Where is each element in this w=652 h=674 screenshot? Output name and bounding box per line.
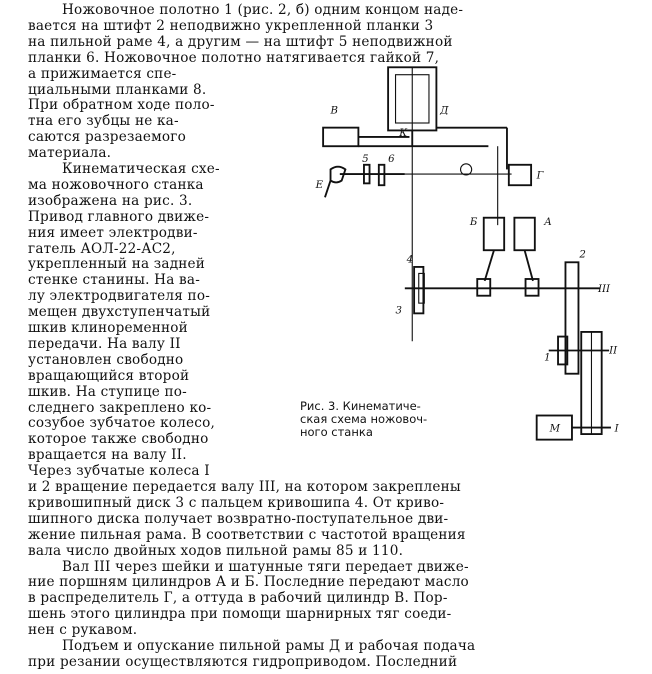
figure-caption-line: ская схема ножовоч- (300, 411, 428, 426)
label-a: А (544, 216, 552, 228)
label-d: Д (440, 105, 449, 117)
label-5: 5 (362, 153, 369, 165)
label-1: 1 (544, 352, 551, 364)
text-line: вала число двойных ходов пильной рамы 85 и 110. (28, 542, 404, 559)
text-line: стенке станины. На ва- (28, 272, 201, 289)
label-m: М (549, 422, 561, 434)
rod-a (525, 250, 533, 281)
text-line: передачи. На валу II (28, 335, 181, 352)
label-iii: III (597, 283, 611, 295)
label-3: 3 (395, 304, 403, 316)
text-line: вращается на валу II. (28, 447, 187, 464)
label-k: К (399, 127, 408, 139)
text-line: Кинематическая схе- (62, 161, 220, 177)
text-line: тна его зубцы не ка- (28, 113, 179, 130)
label-6: 6 (388, 153, 395, 165)
text-line: лу электродвигателя по- (28, 288, 210, 305)
text-line: на пильной раме 4, а другим — на штифт 5 неподвижной (28, 33, 453, 50)
text-line: нен с рукавом. (28, 622, 138, 639)
text-line: установлен свободно (28, 351, 184, 368)
text-line: циальными планками 8. (28, 81, 207, 98)
text-line: созубое зубчатое колесо, (28, 415, 215, 432)
text-line: вается на штифт 2 неподвижно укрепленной планки 3 (28, 17, 434, 34)
label-g: Г (536, 170, 544, 182)
text-line: Вал III через шейки и шатунные тяги передает движе- (62, 558, 469, 575)
handle-e (331, 166, 346, 182)
gauge (461, 163, 472, 174)
text-line: и 2 вращение передается валу III, на котором закреплены (28, 479, 461, 495)
text-line: ма ножовочного станка (28, 176, 204, 193)
label-ii: II (609, 344, 618, 356)
label-v: В (330, 105, 339, 117)
text-line: планки 6. Ножовочное полотно натягивается гайкой 7, (28, 49, 440, 66)
label-2: 2 (579, 249, 586, 261)
text-line: Подъем и опускание пильной рамы Д и рабочая подача (62, 638, 476, 654)
text-line: гатель АОЛ-22-АС2, (28, 240, 176, 257)
text-line: шкив клиноременной (28, 320, 188, 336)
figure-caption-line: Рис. 3. Кинематиче- (300, 398, 421, 413)
text-line: следнего закреплено ко- (28, 399, 212, 416)
text-line: изображена на рис. 3. (28, 192, 193, 209)
text-line: кривошипный диск 3 с пальцем кривошипа 4. От криво- (28, 494, 445, 511)
cylinder-a (514, 217, 534, 250)
text-line: При обратном ходе поло- (28, 97, 215, 114)
text-line: шкив. На ступице по- (28, 383, 187, 400)
text-line: шень этого цилиндра при помощи шарнирных тяг соеди- (28, 606, 452, 623)
text-line: укрепленный на задней (28, 256, 206, 273)
label-e: Е (315, 179, 324, 191)
text-line: Через зубчатые колеса I (28, 463, 210, 480)
label-i: I (614, 422, 619, 434)
distributor-g (509, 164, 531, 184)
text-line: жение пильная рама. В соответствии с частотой вращения (28, 526, 466, 543)
cylinder-b (484, 217, 504, 250)
label-4: 4 (406, 253, 414, 265)
text-line: ние поршням цилиндров А и Б. Последние передают масло (28, 574, 469, 591)
figure-caption-line: ного станка (300, 424, 373, 439)
cylinder-v (323, 127, 358, 146)
text-line: ния имеет электродви- (28, 224, 198, 241)
text-line: шипного диска получает возвратно-поступательное дви- (28, 510, 449, 527)
text-line: Привод главного движе- (28, 208, 210, 225)
text-line: при резании осуществляются гидроприводом. Последний (28, 653, 458, 670)
text-line: а прижимается спе- (28, 65, 177, 82)
text-line: материала. (28, 145, 112, 162)
text-line: в распределитель Г, а оттуда в рабочий цилиндр В. Пор- (28, 590, 448, 607)
rod-b (485, 250, 494, 281)
label-b: Б (469, 216, 478, 228)
text-line: которое также свободно (28, 431, 209, 448)
text-line: саются разрезаемого (28, 129, 186, 146)
handle-e-stem (325, 180, 331, 197)
text-line: Ножовочное полотно 1 (рис. 2, б) одним концом наде- (62, 2, 464, 18)
text-line: вращающийся второй (28, 367, 190, 384)
text-line: мещен двухступенчатый (28, 304, 211, 321)
kinematic-diagram (290, 58, 645, 448)
